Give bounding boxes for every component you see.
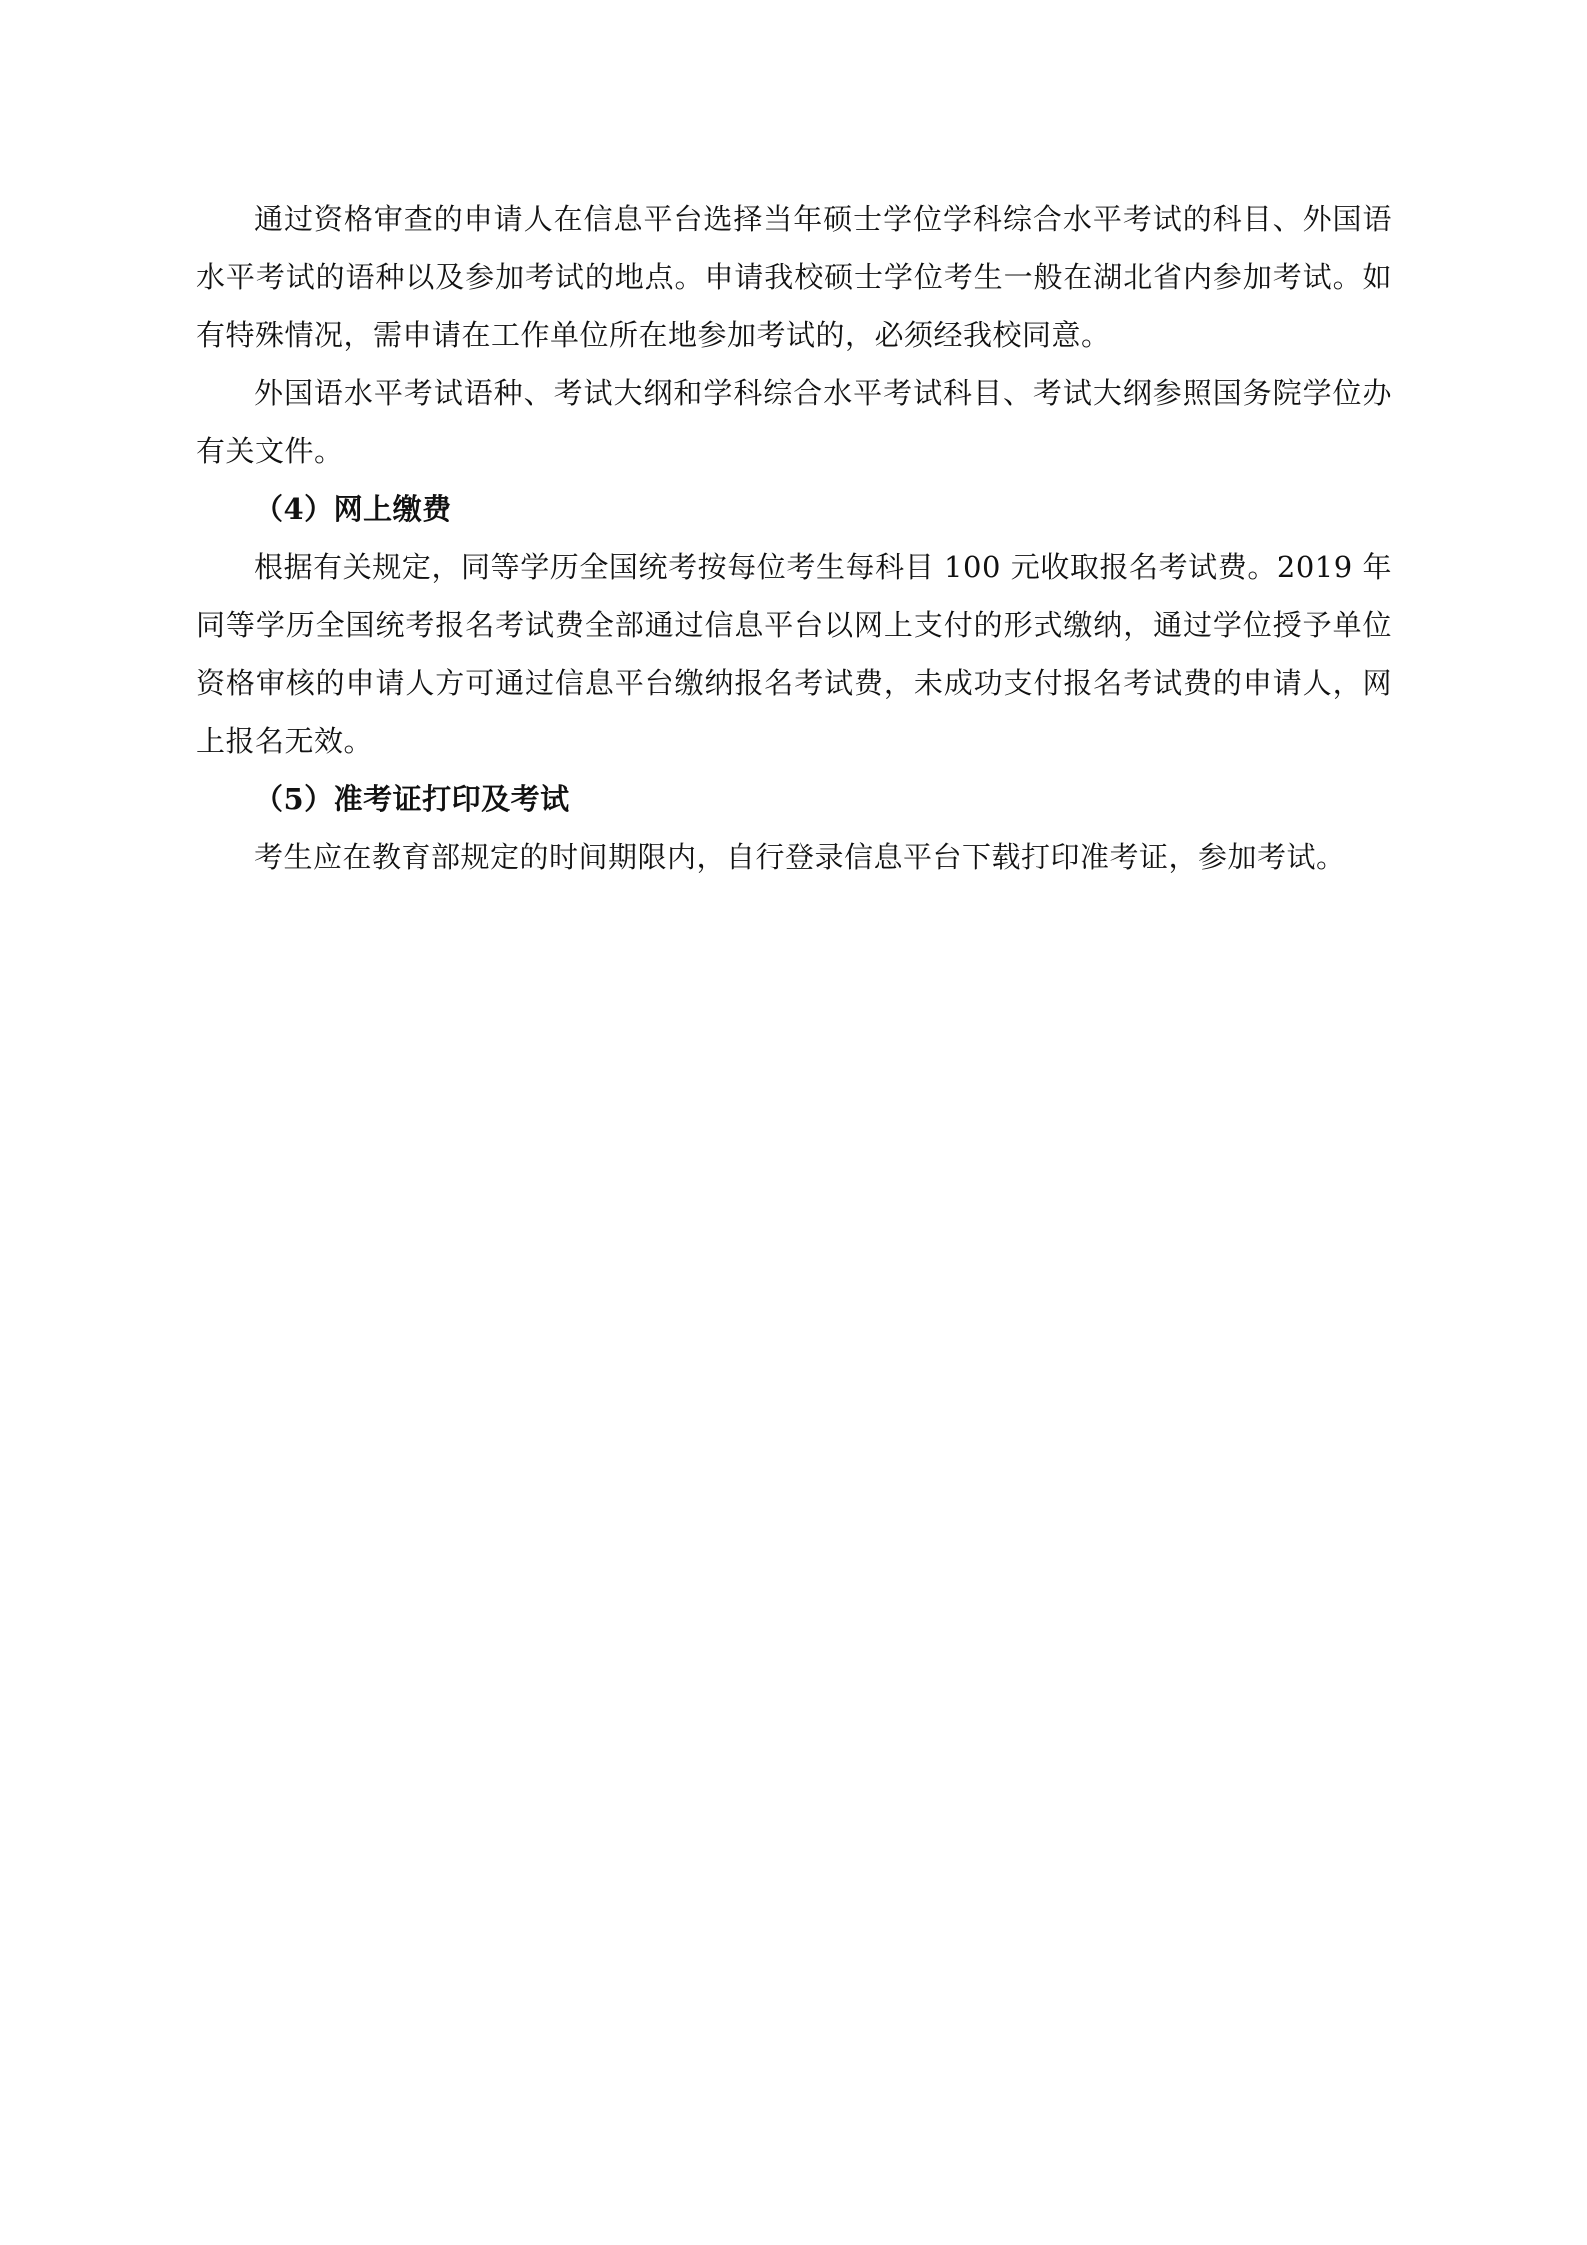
document-body: [196, 190, 1392, 886]
paragraph-exam-selection: 通过资格审查的申请人在信息平台选择当年硕士学位学科综合水平考试的科目、外国语水平考试的语种以及参加考试的地点。申请我校硕士学位考生一般在湖北省内参加考试。如有特殊情况，需申请在工作单位所在地参加考试的，必须经我校同意。: [196, 202, 1392, 352]
section-heading-online-payment: （4）网上缴费: [254, 492, 452, 526]
paragraph-payment-rules: 根据有关规定，同等学历全国统考按每位考生每科目 100 元收取报名考试费。2019 年同等学历全国统考报名考试费全部通过信息平台以网上支付的形式缴纳，通过学位授予单位资格审核的申请人方可通过信息平台缴纳报名考试费，未成功支付报名考试费的申请人，网上报名无效。: [196, 550, 1392, 758]
paragraph-admission-ticket: 考生应在教育部规定的时间期限内，自行登录信息平台下载打印准考证，参加考试。: [254, 840, 1346, 874]
paragraph-exam-syllabus: 外国语水平考试语种、考试大纲和学科综合水平考试科目、考试大纲参照国务院学位办有关文件。: [196, 376, 1392, 468]
section-heading-admission-ticket: （5）准考证打印及考试: [254, 782, 570, 816]
